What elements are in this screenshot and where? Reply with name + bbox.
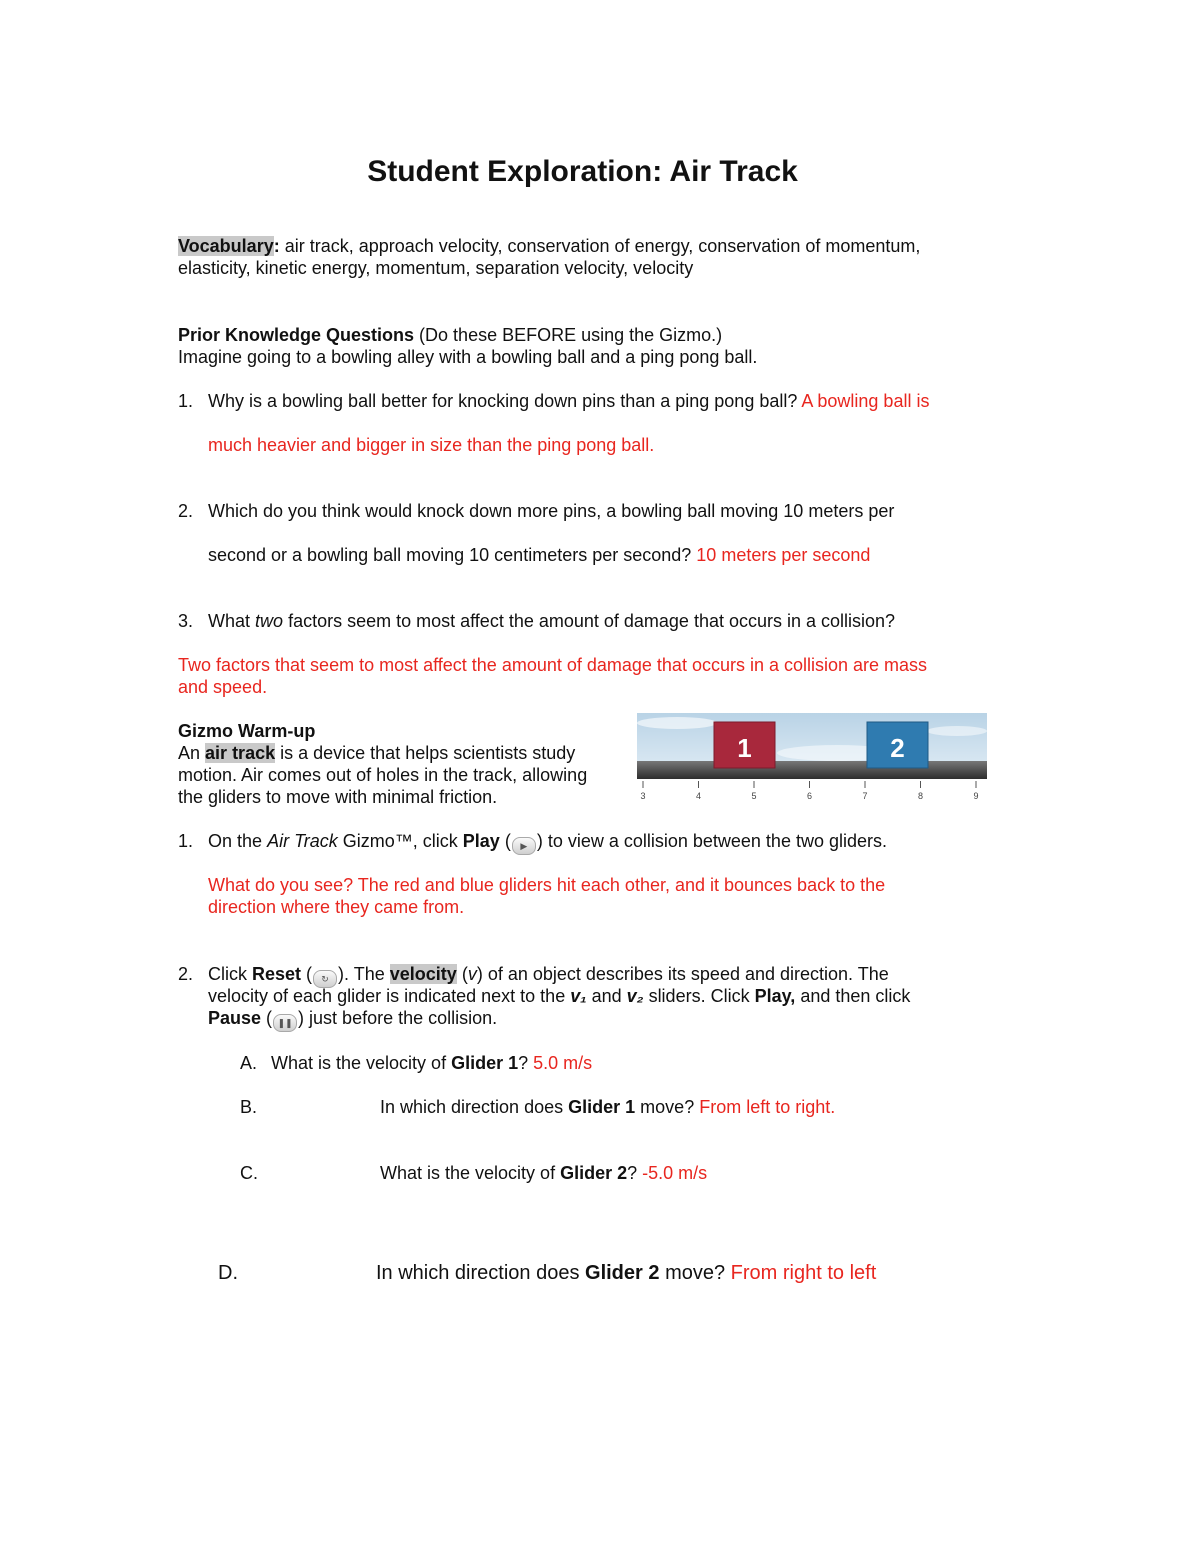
answer-1-continued: much heavier and bigger in size than the ping pong ball. [208,435,655,455]
question-3: What two factors seem to most affect the amount of damage that occurs in a collision? [208,611,896,631]
track [637,761,987,779]
answer-3: Two factors that seem to most affect the amount of damage that occurs in a collision are mass [178,655,928,675]
warmup-step-2-line-3: Pause ( ❚❚ ) just before the collision. [208,1007,497,1032]
ruler-label: 8 [917,791,924,801]
warmup-step-2-line-2: velocity of each glider is indicated next to the v₁ and v₂ sliders. Click Play, and then click [208,986,911,1006]
warmup-paragraph-1: An air track is a device that helps scientists study [178,743,576,763]
page-title: Student Exploration: Air Track [367,155,798,188]
warmup-heading: Gizmo Warm-up [178,721,316,741]
sub-question-c-letter: C. [240,1163,258,1183]
reset-icon: ↻ [313,970,337,988]
vocabulary-terms-1: air track, approach velocity, conservation of energy, conservation of momentum, [284,236,921,256]
air-track-image [637,713,987,805]
prior-knowledge-intro: Imagine going to a bowling alley with a bowling ball and a ping pong ball. [178,347,758,367]
sub-answer-a: 5.0 m/s [533,1053,593,1073]
question-2: Which do you think would knock down more pins, a bowling ball moving 10 meters per [208,501,895,521]
vocabulary-line-1: Vocabulary: air track, approach velocity, conservation of energy, conservation of momentum, [178,236,921,256]
ruler-label: 3 [640,791,646,801]
ruler-label: 6 [806,791,813,801]
sub-answer-c: -5.0 m/s [642,1163,708,1183]
sub-question-d-letter: D. [218,1262,238,1284]
ruler-label: 4 [695,791,702,801]
answer-3-continued: and speed. [178,677,268,697]
ruler-label: 5 [751,791,757,801]
warmup-paragraph-3: the gliders to move with minimal friction. [178,787,498,807]
answer-2: 10 meters per second [696,545,871,565]
vocabulary-label: Vocabulary [178,236,274,256]
ruler-label: 7 [862,791,868,801]
sub-answer-d: From right to left [730,1262,877,1284]
sub-question-a: What is the velocity of Glider 1? 5.0 m/s [271,1053,593,1073]
pause-icon: ❚❚ [273,1014,297,1032]
sub-question-d: In which direction does Glider 2 move? From right to left [376,1262,877,1284]
prior-knowledge-heading: Prior Knowledge Questions (Do these BEFORE using the Gizmo.) [178,325,723,345]
air-track-term: air track [205,743,276,763]
question-2-continued: second or a bowling ball moving 10 centimeters per second? 10 meters per second [208,545,871,565]
question-1: Why is a bowling ball better for knocking down pins than a ping pong ball? A bowling ball is [208,391,930,411]
warmup-answer-1-continued: direction where they came from. [208,897,465,917]
sub-answer-b: From left to right. [699,1097,836,1117]
question-1-number: 1. [178,391,194,411]
glider-2-label: 2 [890,733,905,763]
warmup-paragraph-2: motion. Air comes out of holes in the track, allowing [178,765,588,785]
warmup-answer-1: What do you see? The red and blue gliders hit each other, and it bounces back to the [208,875,886,895]
warmup-step-2: Click Reset ( ↻ ). The velocity (v) of an object describes its speed and direction. The [208,963,889,988]
warmup-step-1-number: 1. [178,831,194,851]
velocity-term: velocity [389,964,457,984]
sub-question-a-letter: A. [240,1053,258,1073]
answer-1: A bowling ball is [801,391,930,411]
warmup-step-2-number: 2. [178,964,194,984]
sub-question-c: What is the velocity of Glider 2? -5.0 m/s [380,1163,708,1183]
vocabulary-terms-2: elasticity, kinetic energy, momentum, separation velocity, velocity [178,258,694,278]
warmup-step-1: On the Air Track Gizmo™, click Play ( ▶ ) to view a collision between the two gliders. [208,830,887,855]
ruler-label: 9 [973,791,979,801]
glider-1-label: 1 [737,733,752,763]
sub-question-b-letter: B. [240,1097,258,1117]
question-2-number: 2. [178,501,194,521]
sub-question-b: In which direction does Glider 1 move? From left to right. [380,1097,836,1117]
question-3-number: 3. [178,611,194,631]
play-icon: ▶ [512,837,536,855]
